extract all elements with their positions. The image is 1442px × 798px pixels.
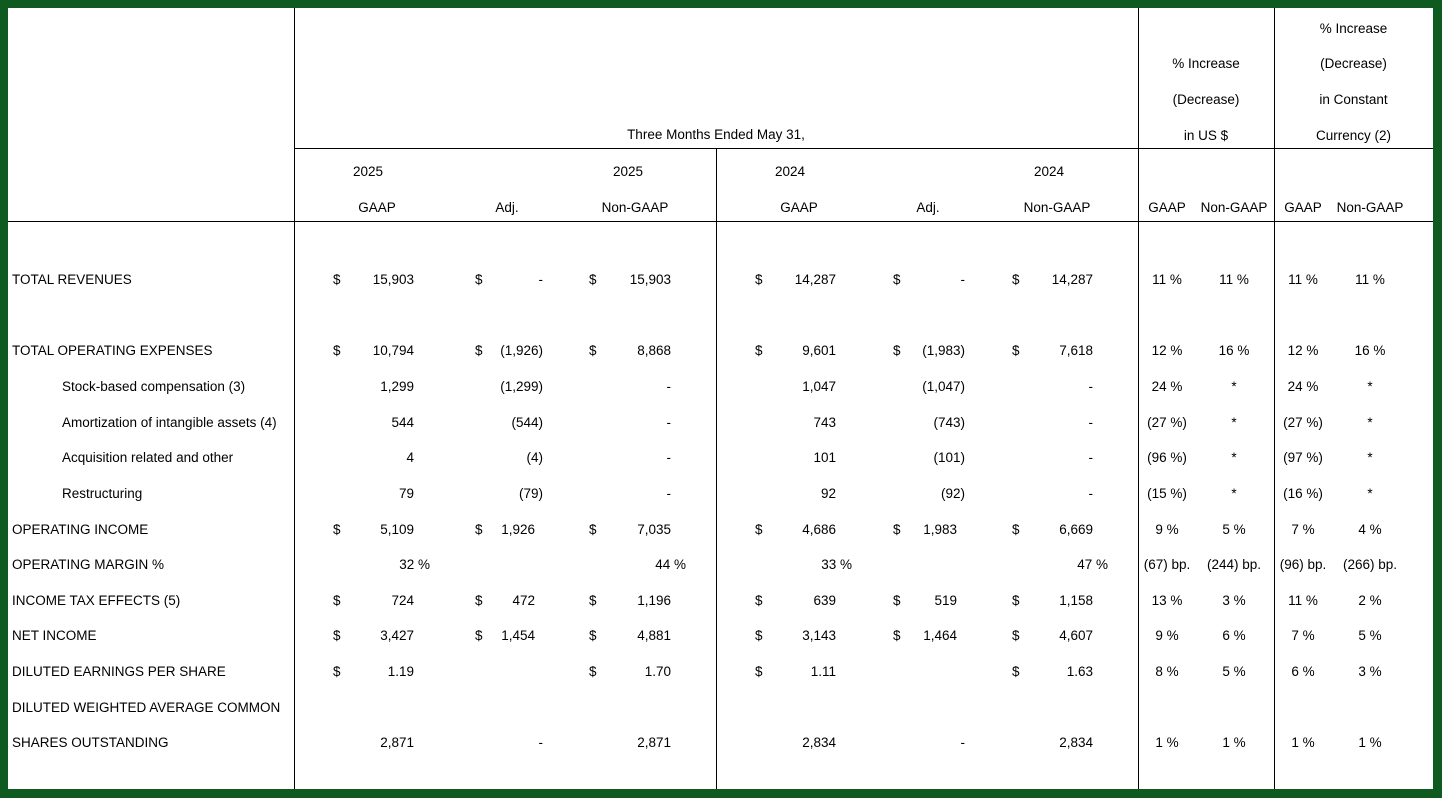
dollar-sign: $ [893,628,901,643]
percent-cell: (97 %) [1283,450,1323,465]
dollar-sign: $ [755,664,763,679]
percent-cell: 5 % [1358,628,1382,643]
dollar-sign: $ [1012,522,1020,537]
dollar-sign: $ [333,593,341,608]
dollar-sign: $ [893,343,901,358]
dollar-sign: $ [589,343,597,358]
row-label: Restructuring [62,486,143,501]
amount-cell: 519 [934,593,957,608]
percent-cell: (96) bp. [1279,557,1327,572]
dollar-sign: $ [893,522,901,537]
amount-cell: 14,287 [794,272,836,287]
amount-cell: 4,686 [802,522,836,537]
amount-cell: (1,926) [500,343,543,358]
header-rule-2 [8,221,1433,222]
percent-cell: 11 % [1152,272,1182,287]
percent-cell: (16 %) [1283,486,1323,501]
row-label: Acquisition related and other [62,450,234,465]
dollar-sign: $ [333,343,341,358]
row-label: OPERATING MARGIN % [12,557,165,572]
amount-cell: 44 % [655,557,686,572]
dollar-sign: $ [1012,664,1020,679]
percent-cell: 1 % [1291,735,1315,750]
dollar-sign: $ [475,522,483,537]
percent-cell: * [1367,379,1373,394]
pct-cc-line-3: in Constant [1319,92,1388,107]
amount-cell: 1,464 [923,628,957,643]
percent-cell: (27 %) [1283,415,1323,430]
amount-cell: 3,143 [802,628,836,643]
percent-cell: 1 % [1155,735,1179,750]
amount-cell: 10,794 [372,343,414,358]
amount-cell: 3,427 [380,628,414,643]
col-header-gaap: GAAP [780,200,818,215]
pct-us-line-3: in US $ [1183,128,1229,143]
row-label: Amortization of intangible assets (4) [62,415,277,430]
amount-cell: 32 % [399,557,430,572]
percent-cell: 5 % [1222,522,1246,537]
amount-cell: (92) [940,486,965,501]
row-label: DILUTED WEIGHTED AVERAGE COMMON [12,700,281,715]
amount-cell: - [1088,486,1093,501]
amount-cell: 1,926 [501,522,535,537]
amount-cell: 2,871 [380,735,414,750]
col-header-non-gaap: Non-GAAP [601,200,669,215]
amount-cell: 2,834 [1059,735,1093,750]
amount-cell: - [666,379,671,394]
amount-cell: 724 [391,593,414,608]
year-header: 2025 [352,164,384,179]
percent-cell: 3 % [1222,593,1246,608]
amount-cell: 5,109 [380,522,414,537]
year-header: 2024 [1033,164,1065,179]
dollar-sign: $ [589,628,597,643]
year-header: 2025 [612,164,644,179]
percent-cell: 9 % [1155,628,1179,643]
amount-cell: 8,868 [637,343,671,358]
amount-cell: (1,983) [922,343,965,358]
dollar-sign: $ [893,593,901,608]
amount-cell: (1,047) [922,379,965,394]
amount-cell: 1.70 [644,664,671,679]
pct-cc-line-1: % Increase [1319,21,1388,36]
percent-cell: 6 % [1291,664,1315,679]
dollar-sign: $ [1012,272,1020,287]
percent-cell: 12 % [1287,343,1319,358]
dollar-sign: $ [333,522,341,537]
percent-cell: (15 %) [1147,486,1187,501]
amount-cell: - [960,735,965,750]
amount-cell: 7,618 [1059,343,1093,358]
col-header-non-gaap: Non-GAAP [1336,200,1404,215]
dollar-sign: $ [755,628,763,643]
amount-cell: (4) [526,450,543,465]
amount-cell: - [666,486,671,501]
amount-cell: - [1088,415,1093,430]
percent-cell: * [1231,415,1237,430]
col-header-non-gaap: Non-GAAP [1200,200,1268,215]
year-header: 2024 [774,164,806,179]
dollar-sign: $ [475,343,483,358]
amount-cell: 1.19 [387,664,414,679]
amount-cell: 1,158 [1059,593,1093,608]
pct-us-line-1: % Increase [1172,56,1240,71]
percent-cell: 2 % [1358,593,1382,608]
pct-cc-line-4: Currency (2) [1315,128,1391,143]
percent-cell: * [1231,486,1237,501]
row-label: NET INCOME [12,628,97,643]
percent-cell: 3 % [1358,664,1382,679]
percent-cell: 16 % [1218,343,1250,358]
amount-cell: 15,903 [372,272,414,287]
amount-cell: 7,035 [637,522,671,537]
dollar-sign: $ [1012,628,1020,643]
row-label: DILUTED EARNINGS PER SHARE [12,664,226,679]
percent-cell: 13 % [1151,593,1183,608]
col-header-adj: Adj. [495,200,519,215]
col-header-gaap: GAAP [1148,200,1186,215]
amount-cell: 14,287 [1051,272,1093,287]
amount-cell: - [666,415,671,430]
percent-cell: * [1231,450,1237,465]
col-header-adj: Adj. [916,200,940,215]
amount-cell: 6,669 [1059,522,1093,537]
amount-cell: 2,834 [802,735,836,750]
percent-cell: 1 % [1358,735,1382,750]
row-label: TOTAL REVENUES [12,272,132,287]
col-header-non-gaap: Non-GAAP [1023,200,1091,215]
amount-cell: 15,903 [629,272,671,287]
percent-cell: 9 % [1155,522,1179,537]
amount-cell: 92 [820,486,836,501]
amount-cell: 1.11 [810,664,836,679]
percent-cell: * [1231,379,1237,394]
col-header-gaap: GAAP [1284,200,1322,215]
amount-cell: 4,607 [1059,628,1093,643]
amount-cell: 544 [391,415,414,430]
amount-cell: - [1088,450,1093,465]
amount-cell: (101) [933,450,965,465]
header-rule-1 [294,148,1433,149]
amount-cell: 79 [398,486,414,501]
percent-cell: (244) bp. [1206,557,1262,572]
amount-cell: 4 [406,450,414,465]
amount-cell: 1,454 [501,628,535,643]
amount-cell: 1,983 [923,522,957,537]
percent-cell: * [1367,450,1373,465]
amount-cell: 4,881 [637,628,671,643]
dollar-sign: $ [475,628,483,643]
row-label: Stock-based compensation (3) [62,379,246,394]
amount-cell: (1,299) [500,379,543,394]
amount-cell: - [666,450,671,465]
amount-cell: - [1088,379,1093,394]
amount-cell: - [538,735,543,750]
amount-cell: 101 [813,450,836,465]
percent-cell: 24 % [1287,379,1319,394]
percent-cell: 7 % [1291,628,1315,643]
amount-cell: 1,196 [637,593,671,608]
amount-cell: (544) [511,415,543,430]
dollar-sign: $ [755,522,763,537]
amount-cell: 472 [512,593,535,608]
row-label: OPERATING INCOME [12,522,149,537]
percent-cell: 5 % [1222,664,1246,679]
pct-cc-line-2: (Decrease) [1320,56,1387,71]
amount-cell: 743 [813,415,836,430]
dollar-sign: $ [589,664,597,679]
dollar-sign: $ [589,522,597,537]
dollar-sign: $ [1012,343,1020,358]
percent-cell: 11 % [1288,272,1318,287]
dollar-sign: $ [475,272,483,287]
percent-cell: (67) bp. [1143,557,1191,572]
amount-cell: - [960,272,965,287]
dollar-sign: $ [755,593,763,608]
percent-cell: 24 % [1151,379,1183,394]
amount-cell: 1,047 [802,379,836,394]
percent-cell: 11 % [1219,272,1249,287]
amount-cell: 2,871 [637,735,671,750]
amount-cell: 1.63 [1066,664,1093,679]
dollar-sign: $ [755,272,763,287]
pct-us-line-2: (Decrease) [1172,92,1240,107]
dollar-sign: $ [589,272,597,287]
percent-cell: * [1367,415,1373,430]
divider-2025-2024 [716,149,717,789]
financial-table [8,8,1433,789]
row-label: TOTAL OPERATING EXPENSES [12,343,213,358]
percent-cell: 6 % [1222,628,1246,643]
percent-cell: 7 % [1291,522,1315,537]
dollar-sign: $ [333,664,341,679]
dollar-sign: $ [1012,593,1020,608]
amount-cell: 1,299 [380,379,414,394]
amount-cell: 47 % [1077,557,1108,572]
percent-cell: 1 % [1222,735,1246,750]
dollar-sign: $ [475,593,483,608]
amount-cell: 639 [813,593,836,608]
col-header-gaap: GAAP [358,200,396,215]
percent-cell: (27 %) [1147,415,1187,430]
dollar-sign: $ [893,272,901,287]
amount-cell: 33 % [821,557,852,572]
percent-cell: (96 %) [1147,450,1187,465]
percent-cell: 8 % [1155,664,1179,679]
amount-cell: (743) [933,415,965,430]
percent-cell: 16 % [1354,343,1386,358]
period-header: Three Months Ended May 31, [627,127,805,142]
percent-cell: * [1367,486,1373,501]
amount-cell: (79) [518,486,543,501]
percent-cell: 11 % [1288,593,1318,608]
amount-cell: 9,601 [802,343,836,358]
percent-cell: (266) bp. [1342,557,1398,572]
amount-cell: - [538,272,543,287]
percent-cell: 4 % [1358,522,1382,537]
dollar-sign: $ [333,272,341,287]
percent-cell: 12 % [1151,343,1183,358]
row-label: SHARES OUTSTANDING [12,735,169,750]
percent-cell: 11 % [1355,272,1385,287]
dollar-sign: $ [589,593,597,608]
dollar-sign: $ [755,343,763,358]
row-label: INCOME TAX EFFECTS (5) [12,593,181,608]
dollar-sign: $ [333,628,341,643]
